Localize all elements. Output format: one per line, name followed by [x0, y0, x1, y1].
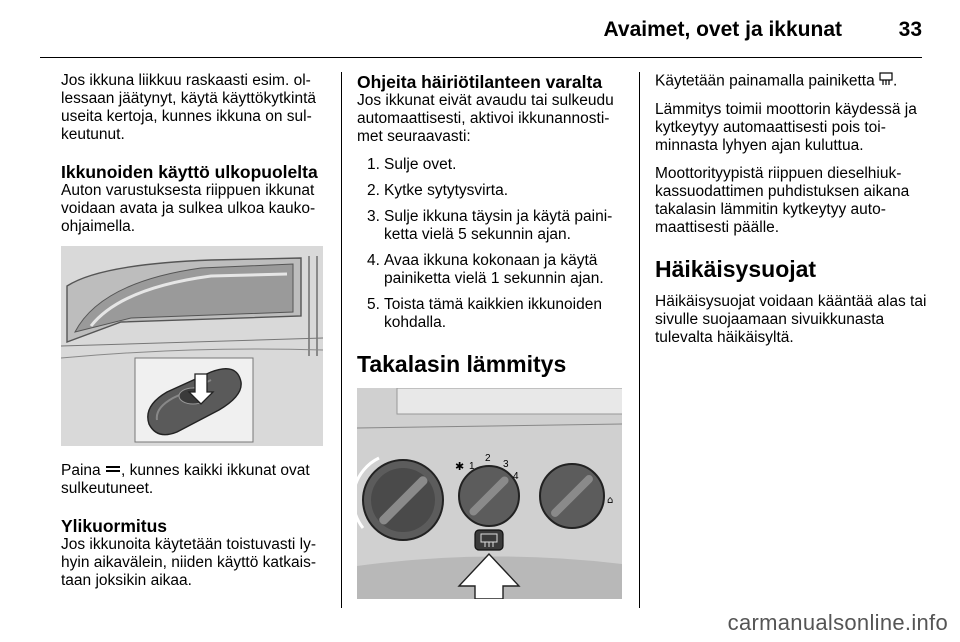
fault-paragraph: Jos ikkunat eivät avaudu tai sulkeudu automaattisesti, aktivoi ikkunannostimet seuraavasti: — [357, 92, 614, 145]
visor-paragraph: Häikäisysuojat voidaan kääntää alas tai sivulle suojaamaan sivuikkunasta tulevalta häikäisyltä. — [655, 293, 927, 346]
heading-outside-operation: Ikkunoiden käyttö ulkopuolelta — [61, 162, 318, 182]
outside-operation-paragraph: Auton varustuksesta riippuen ikkunat voidaan avata ja sulkea ulkoa kauko-ohjaimella. — [61, 182, 316, 235]
intro-paragraph: Jos ikkuna liikkuu raskaasti esim. ollessaan jäätynyt, käytä käyttökytkintä useita kertoja, kunnes ikkuna on sulkeutunut. — [61, 72, 317, 143]
watermark: carmanualsonline.info — [727, 610, 948, 635]
overload-paragraph: Jos ikkunoita käytetään toistuvasti lyhyin aikavälein, niiden käyttö katkaistaan joksikin aikaa. — [61, 536, 317, 590]
column-divider-2 — [639, 72, 640, 608]
list-item: 1. Sulje ovet. — [367, 156, 457, 173]
rear-window-heater-icon — [879, 72, 893, 91]
dial-label: 4 — [513, 471, 519, 482]
remote-key-figure — [61, 246, 323, 446]
press-paragraph: Paina , kunnes kaikki ikkunat ovat sulkeutuneet. — [61, 462, 310, 498]
heater-controls-figure — [357, 388, 622, 599]
column-2 — [357, 72, 629, 599]
dial-label: 1 — [469, 461, 475, 472]
column-3 — [655, 72, 927, 357]
heating-paragraph: Lämmitys toimii moottorin käydessä ja kytkeytyy automaattisesti pois toiminnasta lyhyen ajan kuluttua. — [655, 101, 917, 154]
heading-sun-visors: Häikäisysuojat — [655, 256, 817, 282]
heater-controls-illustration — [357, 388, 622, 599]
heading-overload: Ylikuormitus — [61, 516, 167, 537]
page-number: 33 — [898, 18, 922, 41]
heading-rear-window-heater: Takalasin lämmitys — [357, 351, 567, 377]
svg-text:⌂: ⌂ — [607, 495, 614, 506]
fault-steps-list — [357, 156, 629, 332]
list-item: 4. Avaa ikkuna kokonaan ja käytä painiketta vielä 1 sekunnin ajan. — [367, 252, 604, 287]
page-header — [0, 0, 960, 58]
dial-label: 2 — [485, 453, 491, 464]
list-item: 2. Kytke sytytysvirta. — [367, 182, 509, 199]
diesel-paragraph: Moottorityypistä riippuen dieselhiukkassuodattimen puhdistuksen aikana takalasin lämmitin kytkeytyy automaattisesti päälle. — [655, 165, 910, 236]
header-rule — [40, 57, 922, 58]
column-1 — [61, 72, 327, 600]
chapter-title: Avaimet, ovet ja ikkunat — [603, 18, 842, 41]
window-close-icon — [105, 462, 121, 480]
car-door-and-key-illustration — [61, 246, 323, 446]
list-item: 3. Sulje ikkuna täysin ja käytä painiketta vielä 5 sekunnin ajan. — [367, 208, 613, 243]
use-paragraph: Käytetään painamalla painiketta . — [655, 72, 898, 90]
dial-label: 3 — [503, 459, 509, 470]
column-divider-1 — [341, 72, 342, 608]
list-item: 5. Toista tämä kaikkien ikkunoiden kohdalla. — [367, 296, 602, 331]
heading-fault: Ohjeita häiriötilanteen varalta — [357, 72, 603, 92]
svg-text:✱: ✱ — [455, 460, 465, 473]
